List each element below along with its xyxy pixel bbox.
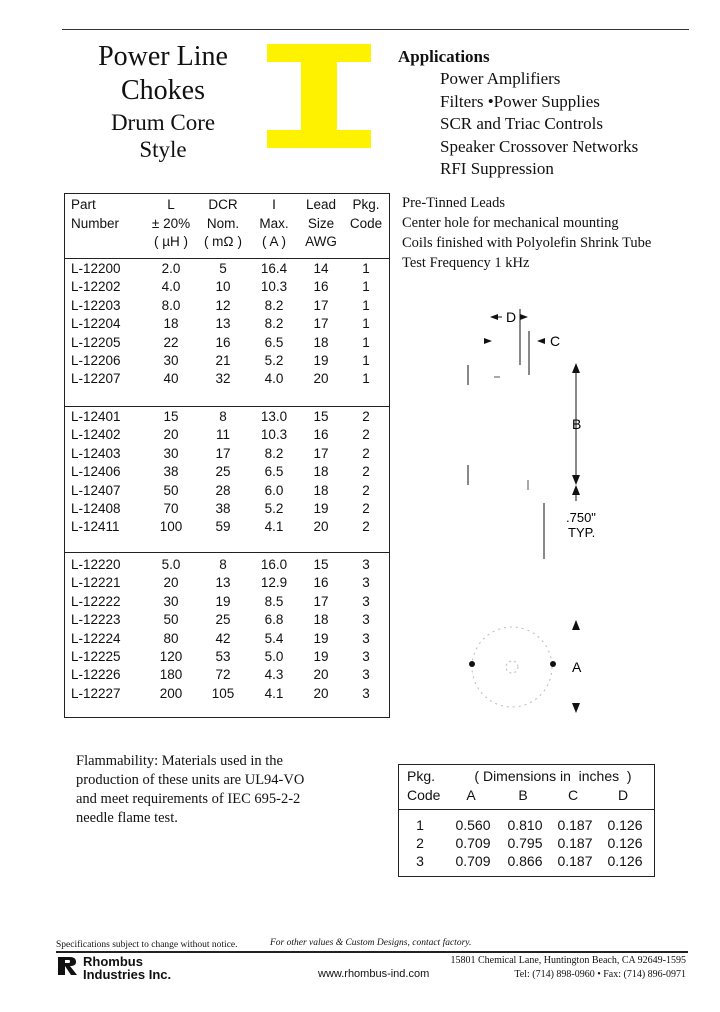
table-cell: 16	[313, 575, 329, 591]
table-cell: 19	[313, 649, 329, 664]
table-cell: 8.0	[161, 297, 181, 313]
table-row	[65, 315, 389, 333]
table-cell: L-12220	[71, 557, 121, 572]
title-line2: Chokes	[121, 75, 205, 106]
table-cell: 2	[362, 427, 370, 443]
table-cell: L-12225	[71, 649, 121, 664]
dim-row-code: 2	[416, 835, 424, 851]
table-cell: L-12403	[71, 445, 121, 461]
table-cell: 16	[215, 334, 231, 350]
table-cell: 59	[215, 519, 231, 535]
table-cell: 16	[313, 427, 329, 443]
table-cell: 120	[159, 649, 183, 664]
table-cell: L-12406	[71, 464, 121, 480]
table-row	[65, 482, 389, 500]
table-cell: L-12407	[71, 482, 121, 498]
table-cell: 13.0	[260, 409, 288, 424]
label-c: C	[550, 333, 561, 349]
table-cell: L-12203	[71, 297, 121, 313]
table-cell: 50	[163, 482, 179, 498]
table-cell: 16.0	[260, 557, 288, 572]
company-name-line1: Rhombus	[83, 954, 143, 969]
header-part-line3: Number	[71, 215, 120, 231]
table-cell: 180	[159, 667, 183, 683]
table-cell: 3	[362, 630, 370, 646]
table-cell: 1	[362, 316, 370, 332]
table-cell: 2	[362, 519, 370, 535]
table-cell: 13	[215, 316, 231, 332]
table-row	[65, 426, 389, 444]
lead-dot-left	[469, 661, 475, 667]
table-cell: 12	[215, 297, 231, 313]
table-row	[65, 593, 389, 611]
table-cell: 25	[215, 464, 231, 480]
table-cell: 28	[215, 482, 231, 498]
table-row	[65, 408, 389, 426]
table-row	[65, 445, 389, 463]
table-cell: 1	[362, 297, 370, 313]
table-cell: 13	[215, 575, 231, 591]
application-item: Power Amplifiers	[440, 69, 561, 88]
table-cell: 1	[362, 279, 370, 295]
lead-dot-right	[550, 661, 556, 667]
table-cell: 5.2	[264, 353, 284, 368]
table-cell: 19	[215, 593, 231, 609]
header-l: L ± 20% ( µH )	[151, 197, 191, 249]
dim-row-value: 0.866	[507, 853, 543, 869]
label-b: B	[572, 416, 582, 432]
d-arrow-right	[520, 314, 528, 320]
drum-core-body	[301, 62, 337, 130]
header-part-line2: Part	[71, 197, 96, 212]
table-cell: 2	[362, 464, 370, 480]
table-row	[65, 648, 389, 666]
footer-rule	[56, 951, 688, 953]
application-item: SCR and Triac Controls	[440, 114, 603, 134]
table-cell: 2.0	[161, 261, 181, 276]
table-cell: L-12402	[71, 427, 121, 443]
table-cell: 8	[219, 557, 227, 572]
table-cell: 4.0	[161, 279, 181, 295]
table-row	[65, 518, 389, 536]
table-cell: 40	[163, 371, 179, 387]
table-cell: L-12411	[71, 519, 120, 535]
note-item: Center hole for mechanical mounting	[402, 215, 619, 231]
table-cell: 20	[313, 667, 329, 683]
table-cell: 6.5	[264, 334, 284, 350]
table-cell: 8.2	[264, 445, 284, 461]
table-cell: 42	[215, 630, 231, 646]
table-cell: 1	[362, 371, 370, 387]
top-rule	[62, 29, 689, 30]
table-cell: 3	[362, 685, 370, 701]
phone-fax: Tel: (714) 898-0960 • Fax: (714) 896-0971	[514, 969, 686, 980]
table-cell: 6.5	[264, 464, 284, 480]
address: 15801 Chemical Lane, Huntington Beach, CA 92649-1595	[450, 955, 686, 966]
lead-arrow-up	[572, 485, 580, 495]
applications-list	[440, 68, 638, 181]
dim-header-a: A	[466, 787, 476, 803]
table-cell: 18	[313, 612, 329, 628]
table-cell: 25	[215, 612, 231, 628]
table-cell: 50	[163, 612, 179, 628]
table-cell: 17	[313, 445, 329, 461]
product-table	[64, 193, 390, 718]
table-cell: 30	[163, 593, 179, 609]
table-cell: 4.3	[264, 667, 284, 683]
table-cell: 70	[163, 501, 179, 516]
table-cell: L-12401	[71, 409, 121, 424]
table-row	[65, 352, 389, 370]
company-name-line2: Industries Inc.	[83, 967, 172, 982]
dim-row-value: 0.187	[557, 817, 593, 833]
table-cell: 8.5	[264, 593, 284, 609]
table-cell: 6.8	[264, 612, 284, 628]
table-row	[65, 500, 389, 518]
dim-header-b: B	[518, 787, 528, 803]
table-cell: 18	[313, 482, 329, 498]
dimensions-table	[398, 764, 655, 877]
table-cell: 4.1	[264, 685, 284, 701]
dimension-diagram	[440, 295, 640, 735]
drum-core-top-flange	[267, 44, 371, 62]
table-cell: 17	[215, 445, 231, 461]
dim-header-title: ( Dimensions in inches )	[474, 768, 632, 784]
application-item: Speaker Crossover Networks	[440, 136, 639, 156]
dim-header-code: Code	[407, 787, 441, 803]
table-cell: 38	[215, 501, 231, 516]
table-row	[65, 260, 389, 278]
table-cell: 10.3	[260, 279, 288, 295]
applications-heading: Applications	[398, 47, 490, 66]
header-i: I Max. ( A )	[259, 197, 289, 249]
website-link[interactable]: www.rhombus-ind.com	[318, 968, 430, 980]
table-cell: 17	[313, 297, 329, 313]
table-cell: 38	[163, 464, 179, 480]
table-cell: 18	[163, 316, 179, 332]
table-cell: L-12226	[71, 667, 121, 683]
table-cell: 8.2	[264, 297, 284, 313]
table-cell: L-12223	[71, 612, 121, 628]
table-cell: 2	[362, 501, 370, 516]
dim-row-value: 0.126	[607, 853, 643, 869]
table-cell: 18	[313, 464, 329, 480]
table-cell: 1	[362, 353, 370, 368]
dim-row-value: 0.187	[557, 853, 593, 869]
table-cell: 15	[163, 409, 179, 424]
table-cell: 5.0	[161, 557, 181, 572]
table-cell: 1	[362, 261, 370, 276]
table-cell: 16.4	[260, 261, 288, 276]
dim-row-code: 1	[416, 817, 424, 833]
table-cell: 20	[313, 371, 329, 387]
table-cell: 2	[362, 445, 370, 461]
label-a: A	[572, 659, 582, 675]
table-cell: 30	[163, 445, 179, 461]
dim-row-value: 0.126	[607, 817, 643, 833]
table-cell: 11	[215, 427, 230, 443]
table-cell: 20	[163, 575, 179, 591]
table-cell: 19	[313, 630, 329, 646]
group-separator	[65, 406, 389, 407]
drum-core-icon	[267, 44, 371, 148]
dim-header-d: D	[617, 787, 629, 803]
table-cell: 20	[313, 685, 329, 701]
dim-row-value: 0.709	[455, 853, 491, 869]
note-item: Pre-Tinned Leads	[402, 195, 505, 211]
dim-header-pkg: Pkg.	[407, 768, 436, 784]
dim-row-code: 3	[416, 853, 424, 869]
a-arrow-up	[572, 620, 580, 630]
table-row	[65, 334, 389, 352]
c-arrow-left	[484, 338, 492, 344]
table-cell: 3	[362, 557, 370, 572]
note-item: Coils finished with Polyolefin Shrink Tube	[402, 235, 652, 251]
flammability-note: Flammability: Materials used in the production of these units are UL94-VO and meet requirements of IEC 695-2-2 needle flame test.	[76, 753, 305, 826]
table-row	[65, 297, 389, 315]
drum-core-bottom-flange	[267, 130, 371, 148]
table-cell: 72	[215, 667, 231, 683]
table-cell: L-12204	[71, 316, 121, 332]
rhombus-logo-icon	[57, 956, 79, 976]
table-cell: 2	[362, 482, 370, 498]
table-cell: L-12200	[71, 261, 121, 276]
table-cell: 3	[362, 593, 370, 609]
table-cell: 2	[362, 409, 370, 424]
table-row	[65, 370, 389, 388]
table-cell: 4.0	[264, 371, 284, 387]
table-cell: 4.1	[264, 519, 284, 535]
table-cell: 200	[159, 685, 183, 701]
table-cell: 5.4	[264, 630, 284, 646]
dim-header-c: C	[567, 787, 579, 803]
table-cell: 12.9	[260, 575, 288, 591]
group-separator	[65, 552, 389, 553]
table-cell: L-12207	[71, 371, 121, 387]
center-hole	[506, 661, 518, 673]
table-cell: 15	[313, 409, 329, 424]
table-cell: 17	[313, 593, 329, 609]
dim-row-value: 0.126	[607, 835, 643, 851]
footer-disclaimer: Specifications subject to change without notice.	[56, 940, 238, 950]
table-cell: 3	[362, 575, 370, 591]
table-cell: 10.3	[260, 427, 288, 443]
dim-header-separator	[399, 809, 654, 810]
dim-row-value: 0.709	[455, 835, 491, 851]
table-cell: L-12408	[71, 501, 121, 516]
table-cell: 32	[215, 371, 231, 387]
table-cell: 15	[313, 557, 329, 572]
table-cell: 21	[215, 353, 231, 368]
table-cell: 1	[362, 334, 370, 350]
table-cell: L-12205	[71, 334, 121, 350]
footer-custom: For other values & Custom Designs, contact factory.	[270, 938, 472, 948]
header-pkg: Pkg. Code	[349, 197, 383, 231]
a-arrow-down	[572, 703, 580, 713]
table-cell: L-12222	[71, 593, 121, 609]
table-row	[65, 278, 389, 296]
table-cell: 8.2	[264, 316, 284, 332]
label-typ: TYP.	[568, 525, 596, 540]
table-cell: 20	[313, 519, 329, 535]
title-line4: Style	[139, 137, 187, 162]
table-cell: 20	[163, 427, 179, 443]
notes	[402, 193, 651, 273]
c-arrow-right	[537, 338, 545, 344]
table-cell: L-12221	[71, 575, 121, 591]
dim-row-value: 0.187	[557, 835, 593, 851]
title-line3: Drum Core	[110, 110, 216, 135]
label-750: .750"	[566, 510, 596, 525]
table-cell: 14	[313, 261, 329, 276]
core-outline	[472, 627, 552, 707]
table-cell: 22	[163, 334, 179, 350]
note-item: Test Frequency 1 kHz	[402, 255, 530, 271]
header-dcr: DCR Nom. ( mΩ )	[203, 197, 243, 249]
table-cell: 5.2	[264, 501, 284, 516]
table-cell: L-12224	[71, 630, 121, 646]
table-row	[65, 574, 389, 592]
table-cell: 53	[215, 649, 231, 664]
table-row	[65, 666, 389, 684]
table-cell: L-12227	[71, 685, 121, 701]
dim-row-value: 0.810	[507, 817, 543, 833]
application-item: Filters •Power Supplies	[440, 91, 600, 111]
table-cell: 5.0	[264, 649, 284, 664]
table-cell: 3	[362, 667, 370, 683]
table-cell: 105	[211, 685, 235, 701]
application-item: RFI Suppression	[440, 159, 554, 179]
b-arrow-down	[572, 475, 580, 485]
table-row	[65, 463, 389, 481]
b-arrow-up	[572, 363, 580, 373]
table-cell: 10	[215, 279, 231, 295]
table-cell: 3	[362, 612, 370, 628]
table-cell: 80	[163, 630, 179, 646]
table-cell: 16	[313, 279, 329, 295]
table-cell: 30	[163, 353, 179, 368]
table-row	[65, 556, 389, 574]
table-cell: 3	[362, 649, 370, 664]
table-row	[65, 611, 389, 629]
dim-row-value: 0.560	[455, 817, 491, 833]
table-cell: 19	[313, 501, 329, 516]
label-d: D	[506, 309, 517, 325]
table-cell: 6.0	[264, 482, 284, 498]
table-cell: 5	[219, 261, 227, 276]
table-cell: 100	[159, 519, 183, 535]
title-line1: Power Line	[98, 41, 228, 72]
table-cell: 18	[313, 334, 329, 350]
header-part	[71, 196, 131, 233]
table-row	[65, 685, 389, 703]
d-arrow-left	[490, 314, 498, 320]
table-cell: 17	[313, 316, 329, 332]
table-cell: L-12206	[71, 353, 121, 368]
table-cell: 19	[313, 353, 329, 368]
table-cell: 8	[219, 409, 227, 424]
dim-row-value: 0.795	[507, 835, 543, 851]
header-lead: Lead Size AWG	[305, 197, 337, 249]
header-separator	[65, 258, 389, 259]
table-row	[65, 630, 389, 648]
table-cell: L-12202	[71, 279, 121, 295]
